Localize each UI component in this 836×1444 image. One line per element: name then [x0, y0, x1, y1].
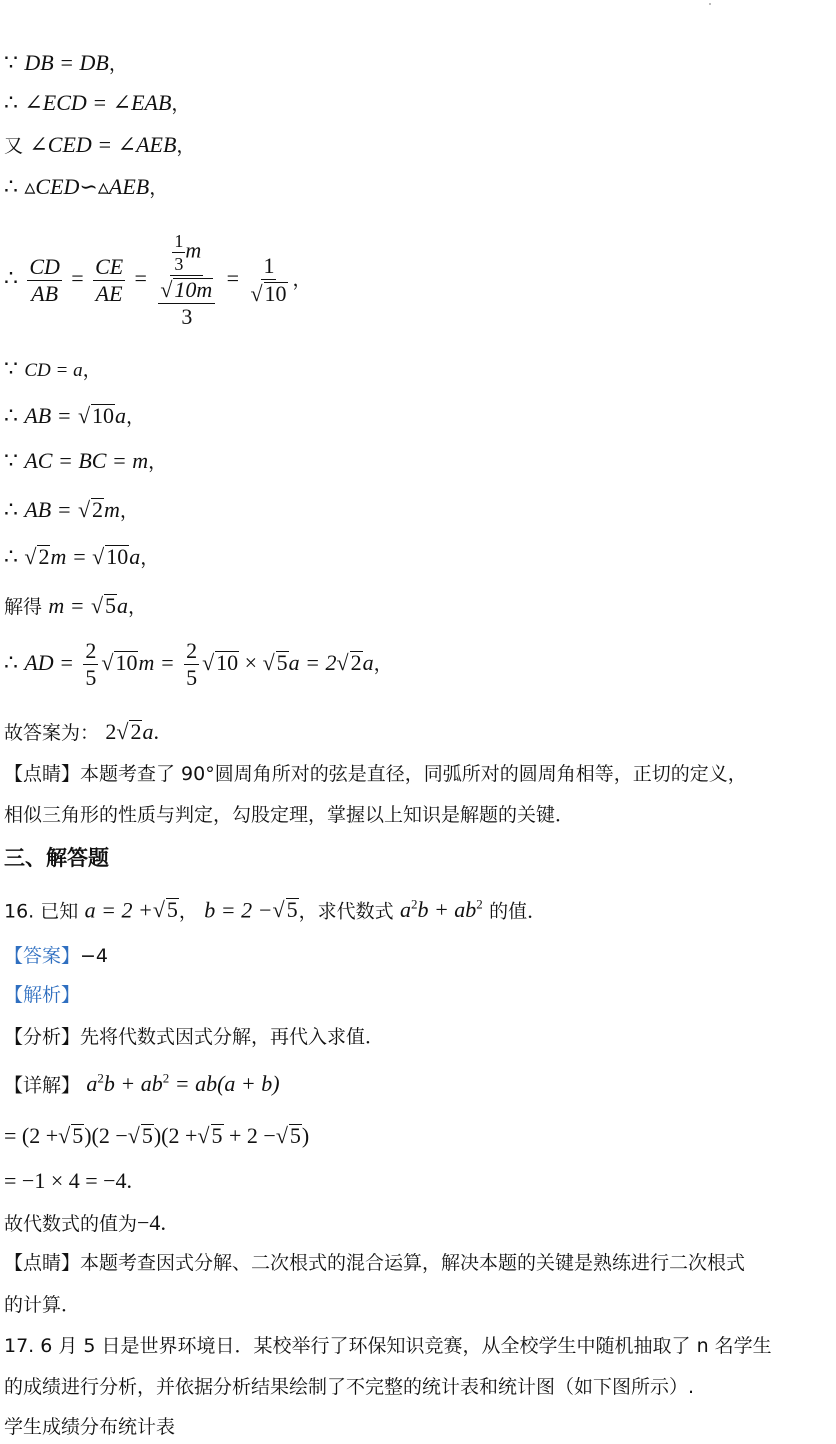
- line-similar-triangles: ∴ ▵CED∽▵AEB，: [4, 174, 169, 199]
- fraction-two-fifths: $\frac{2}{5}$: [186, 638, 198, 690]
- line-ac-bc-m: ∵ AC = BC = m，: [4, 448, 168, 473]
- radical-sign: √: [24, 544, 37, 569]
- radical-sign: √: [152, 897, 165, 923]
- comment-paragraph-line1: 【点睛】本题考查了 90°圆周角所对的弦是直径，同弧所对的圆周角相等，正切的定义，: [4, 763, 747, 785]
- answer-label: 【答案】: [4, 945, 81, 967]
- line-ab-root10a: ∴ AB = √10a，: [4, 403, 146, 428]
- detail-line: 【详解】 $a^2b + ab^2 = ab(a + b)$: [4, 1071, 280, 1097]
- line-ad-result: ∴ AD = $\frac{2}{5}$ √10m = $\frac{2}{5}$ √10 × √5a = 2√2a，: [4, 638, 393, 690]
- line-ratio-fractions: ∴ $\frac{CD}{AB}$ = $\frac{CE}{AE}$ = $\frac{1}{3}$ m $\frac{√10m}{3}$ = $\frac{1}{√10}$ ，: [4, 231, 312, 329]
- question-17-line2: 的成绩进行分析，并依据分析结果绘制了不完整的统计表和统计图（如下图所示）.: [4, 1376, 695, 1398]
- fraction-two-fifths: $\frac{2}{5}$: [85, 638, 97, 690]
- fraction-one-third: $\frac{1}{3}$: [174, 231, 184, 274]
- comment2-line1: 【点睛】本题考查因式分解、二次根式的混合运算，解决本题的关键是熟练进行二次根式: [4, 1252, 746, 1274]
- detail-substitution: = (2 +√5)(2 −√5)(2 +√5 + 2 −√5): [4, 1123, 310, 1148]
- line-angle-ecd: ∴ ∠ECD = ∠EAB，: [4, 90, 191, 115]
- comment-paragraph-line2: 相似三角形的性质与判定，勾股定理，掌握以上知识是解题的关键．: [4, 804, 575, 826]
- detail-result: = −1 × 4 = −4.: [4, 1168, 133, 1193]
- radical-sign: √: [127, 1123, 140, 1148]
- radical-sign: √: [92, 544, 105, 569]
- question-17-line1: 17. 6 月 5 日是世界环境日．某校举行了环保知识竞赛，从全校学生中随机抽取了 n 名学生: [4, 1335, 772, 1357]
- radical-sign: √: [250, 281, 263, 306]
- fraction-compound: $\frac{1}{3}$ m $\frac{√10m}{3}$: [156, 232, 217, 328]
- fraction-cd-ab: $\frac{CD}{AB}$: [29, 253, 60, 306]
- line-cd-a: ∵ CD = a，: [4, 356, 102, 381]
- line-angle-ced: 又 ∠CED = ∠AEB，: [4, 132, 196, 157]
- radical-sign: √: [90, 593, 104, 618]
- comment2-line2: 的计算．: [4, 1294, 81, 1316]
- table-caption: 学生成绩分布统计表: [4, 1416, 176, 1438]
- radical-sign: √: [262, 650, 275, 675]
- answer-value: −4: [80, 945, 109, 967]
- radical-sign: √: [197, 1123, 210, 1148]
- final-value-line: 故代数式的值为−4.: [4, 1210, 166, 1235]
- question-16: 16. 已知 a = 2 +√5， b = 2 −√5，求代数式 $a^2b + ab^2$ 的值．: [4, 897, 547, 923]
- radical-sign: √: [336, 650, 349, 675]
- radical-sign: √: [275, 1123, 288, 1148]
- radical-sign: √: [116, 719, 129, 744]
- line-db-eq: ∵ DB = DB，: [4, 50, 128, 75]
- radical-sign: √: [77, 403, 91, 428]
- radical-sign: √: [160, 277, 173, 302]
- radical-sign: √: [77, 497, 91, 522]
- analysis-label: 【解析】: [4, 984, 81, 1006]
- answer-line: [4, 945, 108, 966]
- line-root2m-eq-root10a: ∴ √2m = √10a，: [4, 544, 160, 569]
- radical-sign: √: [202, 650, 215, 675]
- scan-dot: [709, 3, 711, 5]
- fraction-one-root10: $\frac{1}{√10}$: [250, 253, 287, 306]
- analysis-text: 【分析】先将代数式因式分解，再代入求值．: [4, 1026, 385, 1048]
- radical-sign: √: [58, 1123, 71, 1148]
- radical-sign: √: [272, 897, 285, 923]
- radical-sign: √: [101, 650, 114, 675]
- line-ab-root2m: ∴ AB = √2m，: [4, 497, 139, 522]
- line-solve-m: 解得 m = √5a，: [4, 593, 148, 618]
- section-heading: 三、解答题: [4, 846, 109, 870]
- line-answer-is: 故答案为： 2√2a.: [4, 719, 159, 744]
- fraction-ce-ae: $\frac{CE}{AE}$: [95, 253, 124, 306]
